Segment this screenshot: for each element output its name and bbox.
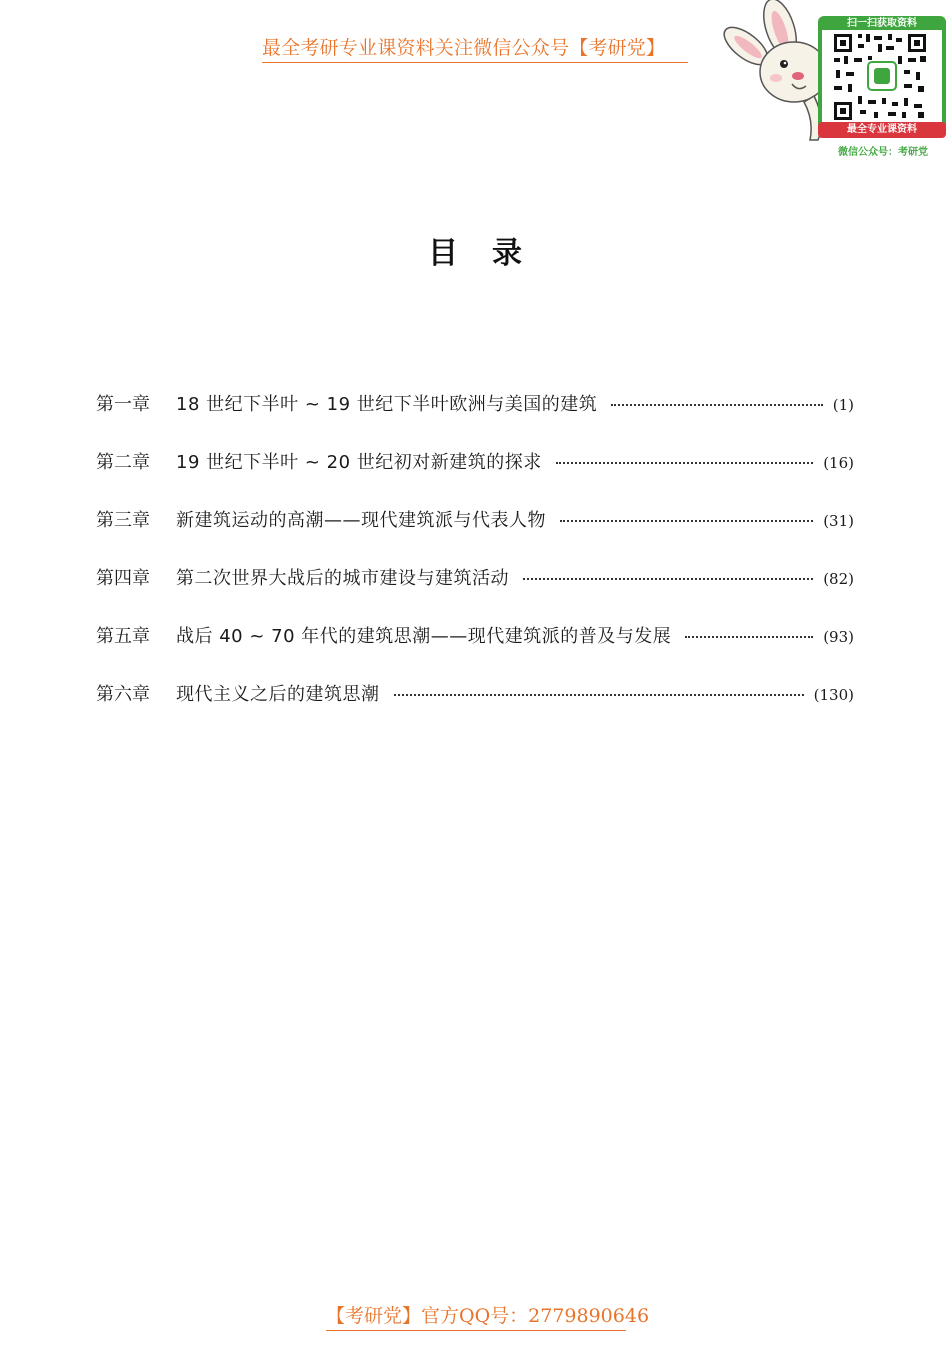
chapter-label: 第四章 <box>96 568 150 589</box>
promo-badge[interactable] <box>718 0 950 166</box>
chapter-label: 第六章 <box>96 684 150 705</box>
chapter-label: 第三章 <box>96 510 150 531</box>
page-title: 目录 <box>428 236 556 271</box>
chapter-label: 第五章 <box>96 626 150 647</box>
page-number: (93) <box>823 628 854 646</box>
dot-leader <box>523 578 813 580</box>
page-number: (16) <box>823 454 854 472</box>
chapter-title: 第二次世界大战后的城市建设与建筑活动 <box>176 568 509 589</box>
table-of-contents <box>96 390 854 738</box>
page-number: (31) <box>823 512 854 530</box>
qr-title: 扫一扫获取资料 <box>847 18 917 29</box>
chapter-title: 战后 40 ~ 70 年代的建筑思潮——现代建筑派的普及与发展 <box>176 626 672 647</box>
page-number: (1) <box>832 396 854 414</box>
toc-row[interactable] <box>96 622 854 680</box>
toc-row[interactable] <box>96 564 854 622</box>
promo-caption: 微信公众号：考研党 <box>838 147 928 158</box>
dot-leader <box>394 694 804 696</box>
toc-row[interactable] <box>96 506 854 564</box>
chapter-title: 18 世纪下半叶 ~ 19 世纪下半叶欧洲与美国的建筑 <box>176 394 598 415</box>
chapter-label: 第一章 <box>96 394 150 415</box>
dot-leader <box>685 636 813 638</box>
page-number: (130) <box>813 686 854 704</box>
page-number: (82) <box>823 570 854 588</box>
chapter-label: 第二章 <box>96 452 150 473</box>
dot-leader <box>556 462 813 464</box>
qr-caption: 最全专业课资料 <box>847 124 917 135</box>
chapter-title: 现代主义之后的建筑思潮 <box>176 684 380 705</box>
dot-leader <box>560 520 813 522</box>
toc-row[interactable] <box>96 448 854 506</box>
toc-row[interactable] <box>96 390 854 448</box>
footer-contact: 【考研党】官方QQ号：2779890646 <box>326 1302 626 1331</box>
chapter-title: 新建筑运动的高潮——现代建筑派与代表人物 <box>176 510 546 531</box>
dot-leader <box>611 404 822 406</box>
toc-row[interactable] <box>96 680 854 738</box>
top-banner: 最全考研专业课资料关注微信公众号【考研党】 <box>262 34 688 63</box>
chapter-title: 19 世纪下半叶 ~ 20 世纪初对新建筑的探求 <box>176 452 542 473</box>
